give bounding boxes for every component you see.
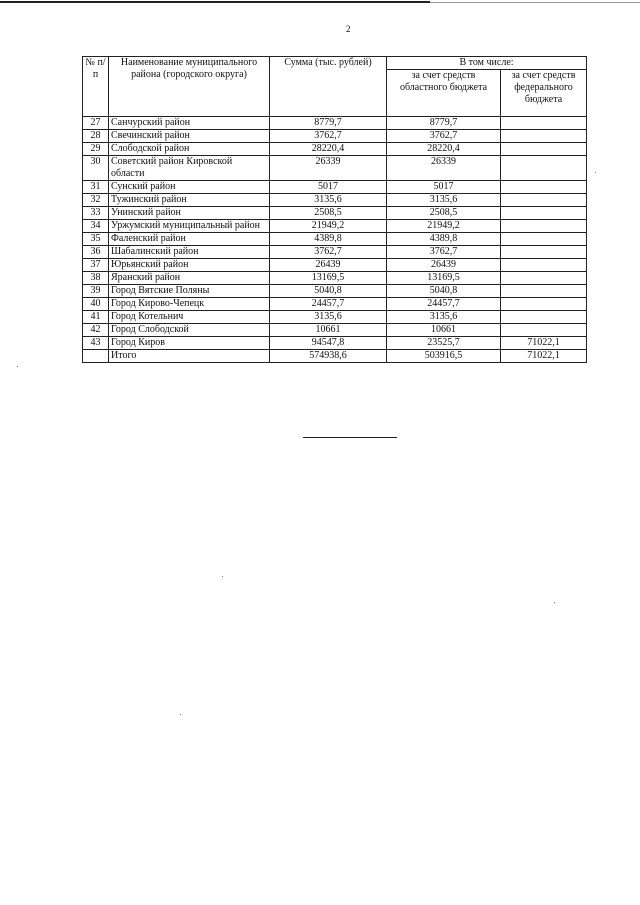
- cell-regional: 21949,2: [387, 220, 501, 233]
- cell-federal: [501, 130, 587, 143]
- scan-speck: [222, 576, 223, 577]
- cell-num: 28: [83, 130, 109, 143]
- table-row: [83, 298, 587, 311]
- cell-num: 36: [83, 246, 109, 259]
- cell-regional: 13169,5: [387, 272, 501, 285]
- cell-federal: [501, 207, 587, 220]
- table-row: [83, 259, 587, 272]
- cell-sum: 3762,7: [270, 130, 387, 143]
- cell-sum: 5040,8: [270, 285, 387, 298]
- cell-num: 35: [83, 233, 109, 246]
- cell-federal: [501, 233, 587, 246]
- top-scan-rule-thin: [430, 2, 640, 3]
- table-row: [83, 207, 587, 220]
- cell-federal: [501, 220, 587, 233]
- cell-sum: 21949,2: [270, 220, 387, 233]
- cell-regional: 24457,7: [387, 298, 501, 311]
- cell-regional: 5040,8: [387, 285, 501, 298]
- cell-federal: [501, 156, 587, 181]
- cell-num: 39: [83, 285, 109, 298]
- cell-name: Город Вятские Поляны: [109, 285, 270, 298]
- cell-regional: 503916,5: [387, 350, 501, 363]
- cell-sum: 2508,5: [270, 207, 387, 220]
- cell-regional: 3762,7: [387, 130, 501, 143]
- cell-regional: 4389,8: [387, 233, 501, 246]
- header-federal: за счет средств федерального бюджета: [501, 70, 587, 117]
- cell-num: 41: [83, 311, 109, 324]
- cell-name: Итого: [109, 350, 270, 363]
- cell-sum: 574938,6: [270, 350, 387, 363]
- cell-federal: [501, 194, 587, 207]
- cell-name: Яранский район: [109, 272, 270, 285]
- table-row: [83, 130, 587, 143]
- cell-regional: 26439: [387, 259, 501, 272]
- cell-regional: 2508,5: [387, 207, 501, 220]
- cell-num: 29: [83, 143, 109, 156]
- scan-speck: [595, 172, 596, 173]
- cell-num: 27: [83, 117, 109, 130]
- cell-name: Город Слободской: [109, 324, 270, 337]
- cell-regional: 3135,6: [387, 194, 501, 207]
- table-row: [83, 156, 587, 181]
- header-num: № п/п: [83, 57, 109, 117]
- cell-name: Слободской район: [109, 143, 270, 156]
- cell-name: Унинский район: [109, 207, 270, 220]
- cell-num: 38: [83, 272, 109, 285]
- cell-regional: 28220,4: [387, 143, 501, 156]
- cell-name: Шабалинский район: [109, 246, 270, 259]
- cell-name: Юрьянский район: [109, 259, 270, 272]
- cell-federal: 71022,1: [501, 337, 587, 350]
- cell-name: Город Киров: [109, 337, 270, 350]
- cell-sum: 3135,6: [270, 311, 387, 324]
- cell-sum: 28220,4: [270, 143, 387, 156]
- header-row: [83, 57, 587, 70]
- cell-regional: 8779,7: [387, 117, 501, 130]
- table-row: [83, 233, 587, 246]
- cell-num: 37: [83, 259, 109, 272]
- top-scan-rule: [0, 1, 430, 3]
- cell-sum: 26339: [270, 156, 387, 181]
- cell-federal: [501, 117, 587, 130]
- cell-name: Город Кирово-Чепецк: [109, 298, 270, 311]
- scan-speck: [554, 602, 555, 603]
- table-row: [83, 285, 587, 298]
- cell-sum: 8779,7: [270, 117, 387, 130]
- header-sum: Сумма (тыс. рублей): [270, 57, 387, 117]
- cell-regional: 3135,6: [387, 311, 501, 324]
- cell-sum: 5017: [270, 181, 387, 194]
- cell-federal: [501, 181, 587, 194]
- table-row: [83, 337, 587, 350]
- cell-regional: 10661: [387, 324, 501, 337]
- cell-sum: 3762,7: [270, 246, 387, 259]
- table-row: [83, 143, 587, 156]
- budget-table: [82, 56, 587, 363]
- cell-num: 30: [83, 156, 109, 181]
- cell-name: Уржумский муниципальный район: [109, 220, 270, 233]
- cell-name: Санчурский район: [109, 117, 270, 130]
- header-including: В том числе:: [387, 57, 587, 70]
- cell-num: 34: [83, 220, 109, 233]
- cell-regional: 3762,7: [387, 246, 501, 259]
- cell-federal: 71022,1: [501, 350, 587, 363]
- cell-sum: 10661: [270, 324, 387, 337]
- table-row: [83, 246, 587, 259]
- scan-speck: [17, 366, 18, 367]
- table-row: [83, 272, 587, 285]
- cell-federal: [501, 311, 587, 324]
- table-row: [83, 117, 587, 130]
- page-number: 2: [346, 24, 351, 34]
- cell-name: Советский район Кировской области: [109, 156, 270, 181]
- cell-sum: 94547,8: [270, 337, 387, 350]
- cell-sum: 13169,5: [270, 272, 387, 285]
- cell-regional: 5017: [387, 181, 501, 194]
- cell-federal: [501, 285, 587, 298]
- cell-sum: 4389,8: [270, 233, 387, 246]
- cell-regional: 26339: [387, 156, 501, 181]
- header-name: Наименование муниципального района (городского округа): [109, 57, 270, 117]
- cell-federal: [501, 259, 587, 272]
- cell-name: Свечинский район: [109, 130, 270, 143]
- cell-sum: 24457,7: [270, 298, 387, 311]
- table-row: [83, 311, 587, 324]
- header-regional: за счет средств областного бюджета: [387, 70, 501, 117]
- cell-federal: [501, 246, 587, 259]
- cell-num: 42: [83, 324, 109, 337]
- table-row: [83, 181, 587, 194]
- cell-name: Сунский район: [109, 181, 270, 194]
- cell-sum: 26439: [270, 259, 387, 272]
- cell-federal: [501, 298, 587, 311]
- cell-num: 32: [83, 194, 109, 207]
- table-row: [83, 194, 587, 207]
- table-row: [83, 220, 587, 233]
- total-row: [83, 350, 587, 363]
- cell-sum: 3135,6: [270, 194, 387, 207]
- cell-federal: [501, 143, 587, 156]
- cell-name: Фаленский район: [109, 233, 270, 246]
- cell-num: 31: [83, 181, 109, 194]
- cell-name: Город Котельнич: [109, 311, 270, 324]
- cell-num: 33: [83, 207, 109, 220]
- table-row: [83, 324, 587, 337]
- cell-federal: [501, 272, 587, 285]
- cell-regional: 23525,7: [387, 337, 501, 350]
- cell-name: Тужинский район: [109, 194, 270, 207]
- cell-num: 40: [83, 298, 109, 311]
- cell-num: 43: [83, 337, 109, 350]
- scan-speck: [180, 714, 181, 715]
- table-body: [83, 117, 587, 363]
- closing-rule: [303, 437, 397, 438]
- cell-federal: [501, 324, 587, 337]
- cell-num: [83, 350, 109, 363]
